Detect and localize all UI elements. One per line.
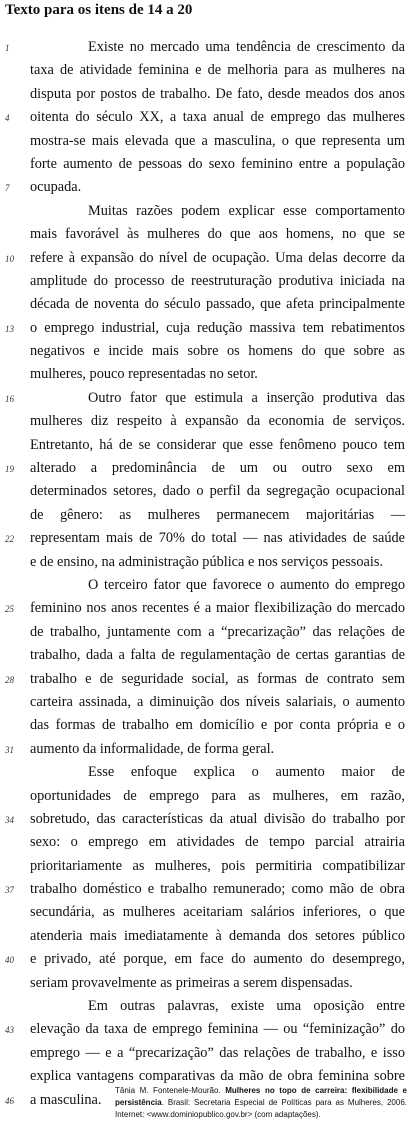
- text-line: [0, 411, 415, 434]
- line-number: 40: [5, 955, 14, 966]
- line-number: 16: [5, 393, 14, 404]
- line-text: Muitas razões podem explicar esse comportamento: [88, 202, 405, 219]
- line-number: 28: [5, 674, 14, 685]
- text-line: [0, 645, 415, 668]
- text-line: [0, 224, 415, 247]
- text-line: [0, 318, 415, 341]
- line-text: Esse enfoque explica o aumento maior de: [88, 764, 405, 781]
- text-line: [0, 131, 415, 154]
- line-text: de gênero: as mulheres permanecem majoritárias —: [30, 506, 405, 523]
- line-text: oitenta do século XX, a taxa anual de emprego das mulheres: [30, 109, 405, 126]
- text-line: [0, 435, 415, 458]
- text-line: [0, 739, 415, 762]
- line-text: sexo: o emprego em atividades de tempo parcial atrairia: [30, 834, 405, 851]
- line-text: seriam provavelmente as primeiras a serem dispensadas.: [30, 974, 353, 991]
- line-text: elevação da taxa de emprego feminina — ou “feminização” do: [30, 1021, 405, 1038]
- text-line: [0, 177, 415, 200]
- line-text: determinados setores, dado o perfil da segregação ocupacional: [30, 483, 405, 500]
- line-number: 46: [5, 1095, 14, 1106]
- text-line: [0, 201, 415, 224]
- line-text: feminino nos anos recentes é a maior flexibilização do mercado: [30, 600, 405, 617]
- text-line: [0, 84, 415, 107]
- source-publisher: . Brasil: Secretaria Especial de Políticas para as Mulheres, 2006.: [161, 1098, 407, 1107]
- text-line: [0, 60, 415, 83]
- text-line: [0, 458, 415, 481]
- line-text: mostra-se mais elevada que a masculina, o que representa um: [30, 132, 405, 149]
- line-number: 4: [5, 113, 10, 124]
- text-line: [0, 598, 415, 621]
- line-text: trabalho e de seguridade social, as formas de contrato sem: [30, 670, 405, 687]
- text-line: [0, 154, 415, 177]
- line-text: refere à expansão do nível de ocupação. Uma delas decorre da: [30, 249, 405, 266]
- text-line: [0, 107, 415, 130]
- source-work-title-cont: persistência: [115, 1098, 162, 1107]
- line-text: mais favorável às mulheres do que aos homens, no que se: [30, 226, 405, 243]
- line-number: 7: [5, 183, 10, 194]
- line-text: Em outras palavras, existe uma oposição entre: [88, 998, 405, 1015]
- text-line: [0, 692, 415, 715]
- line-text: representam mais de 70% do total — nas atividades de saúde: [30, 530, 405, 547]
- source-author: Tânia M. Fontenele-Mourão.: [115, 1086, 221, 1095]
- line-text: secundária, as mulheres aceitariam salários inferiores, o que: [30, 904, 405, 921]
- passage-text: [0, 37, 415, 1113]
- line-number: 22: [5, 534, 14, 545]
- text-line: [0, 973, 415, 996]
- line-number: 31: [5, 744, 14, 755]
- line-text: explica vantagens comparativas da mão de obra feminina sobre: [30, 1068, 405, 1085]
- line-text: Outro fator que estimula a inserção produtiva das: [88, 389, 405, 406]
- source-citation: [115, 1085, 407, 1121]
- text-line: [0, 809, 415, 832]
- text-line: [0, 528, 415, 551]
- line-number: 19: [5, 464, 14, 475]
- text-line: [0, 926, 415, 949]
- text-line: [0, 762, 415, 785]
- line-text: o emprego industrial, cuja redução massiva tem rebatimentos: [30, 319, 405, 336]
- line-text: atenderia mais imediatamente à demanda dos setores público: [30, 927, 405, 944]
- line-text: mulheres, pouco representadas no setor.: [30, 366, 258, 383]
- line-text: prioritariamente as mulheres, pois permitiria compatibilizar: [30, 857, 405, 874]
- line-text: oportunidades de emprego para as mulheres, em razão,: [30, 787, 405, 804]
- line-number: 1: [5, 43, 10, 53]
- line-text: disputa por postos de trabalho. De fato, desde meados dos anos: [30, 85, 405, 102]
- text-line: [0, 669, 415, 692]
- text-line: [0, 715, 415, 738]
- text-line: [0, 1019, 415, 1042]
- text-line: [0, 786, 415, 809]
- line-text: das formas de trabalho em domicílio e por conta própria e o: [30, 717, 405, 734]
- line-text: década de noventa do século passado, que afeta principalmente: [30, 296, 405, 313]
- line-text: e privado, até porque, em face do aumento do desemprego,: [30, 951, 405, 968]
- line-text: amplitude do processo de reestruturação produtiva iniciada na: [30, 272, 405, 289]
- line-text: emprego — e a “precarização” das relações de trabalho, e isso: [30, 1044, 405, 1061]
- line-text: negativos e incide mais sobre os homens do que sobre as: [30, 343, 405, 360]
- line-text: O terceiro fator que favorece o aumento do emprego: [88, 576, 405, 593]
- text-line: [0, 996, 415, 1019]
- line-text: trabalho doméstico e trabalho remunerado; como mão de obra: [30, 881, 405, 898]
- line-text: de trabalho, juntamente com a “precarização” das relações de: [30, 623, 405, 640]
- line-text: taxa de atividade feminina e de melhoria para as mulheres na: [30, 62, 405, 79]
- line-text: a masculina.: [30, 1091, 102, 1108]
- line-number: 10: [5, 253, 14, 264]
- line-number: 34: [5, 814, 14, 825]
- text-line: [0, 575, 415, 598]
- text-line: [0, 902, 415, 925]
- line-text: alterado a predominância de um ou outro sexo em: [30, 460, 405, 477]
- line-text: carteira assinada, a diminuição dos níveis salariais, o aumento: [30, 693, 405, 710]
- text-line: [0, 248, 415, 271]
- line-text: ocupada.: [30, 179, 82, 196]
- text-line: [0, 294, 415, 317]
- text-line: [0, 879, 415, 902]
- line-text: e de ensino, na administração pública e nos serviços pessoais.: [30, 553, 383, 570]
- line-number: 37: [5, 885, 14, 896]
- line-text: trabalho, dada a falta de regulamentação de certas garantias de: [30, 647, 405, 664]
- text-line: [0, 949, 415, 972]
- source-internet: Internet: <www.dominiopublico.gov.br> (com adaptações).: [115, 1110, 321, 1119]
- line-number: 25: [5, 604, 14, 615]
- text-line: [0, 1043, 415, 1066]
- line-text: mulheres diz respeito à expansão da economia de serviços.: [30, 413, 405, 430]
- line-text: aumento da informalidade, de forma geral.: [30, 740, 275, 757]
- line-text: sobretudo, das características da atual divisão do trabalho por: [30, 810, 405, 827]
- line-number: 43: [5, 1025, 14, 1036]
- line-text: forte aumento de pessoas do sexo feminino entre a população: [30, 155, 405, 172]
- text-line: [0, 856, 415, 879]
- text-line: [0, 481, 415, 504]
- section-title: Texto para os itens de 14 a 20: [5, 2, 193, 18]
- text-line: [0, 388, 415, 411]
- text-line: [0, 622, 415, 645]
- source-work-title: Mulheres no topo de carreira: flexibilidade e: [225, 1086, 407, 1095]
- text-line: [0, 505, 415, 528]
- text-line: [0, 37, 415, 60]
- line-number: 13: [5, 323, 14, 334]
- text-line: [0, 341, 415, 364]
- line-text: Entretanto, há de se considerar que esse fenômeno pouco tem: [30, 436, 405, 453]
- text-line: [0, 552, 415, 575]
- text-line: [0, 364, 415, 387]
- text-line: [0, 832, 415, 855]
- text-line: [0, 271, 415, 294]
- line-text: Existe no mercado uma tendência de crescimento da: [88, 39, 405, 55]
